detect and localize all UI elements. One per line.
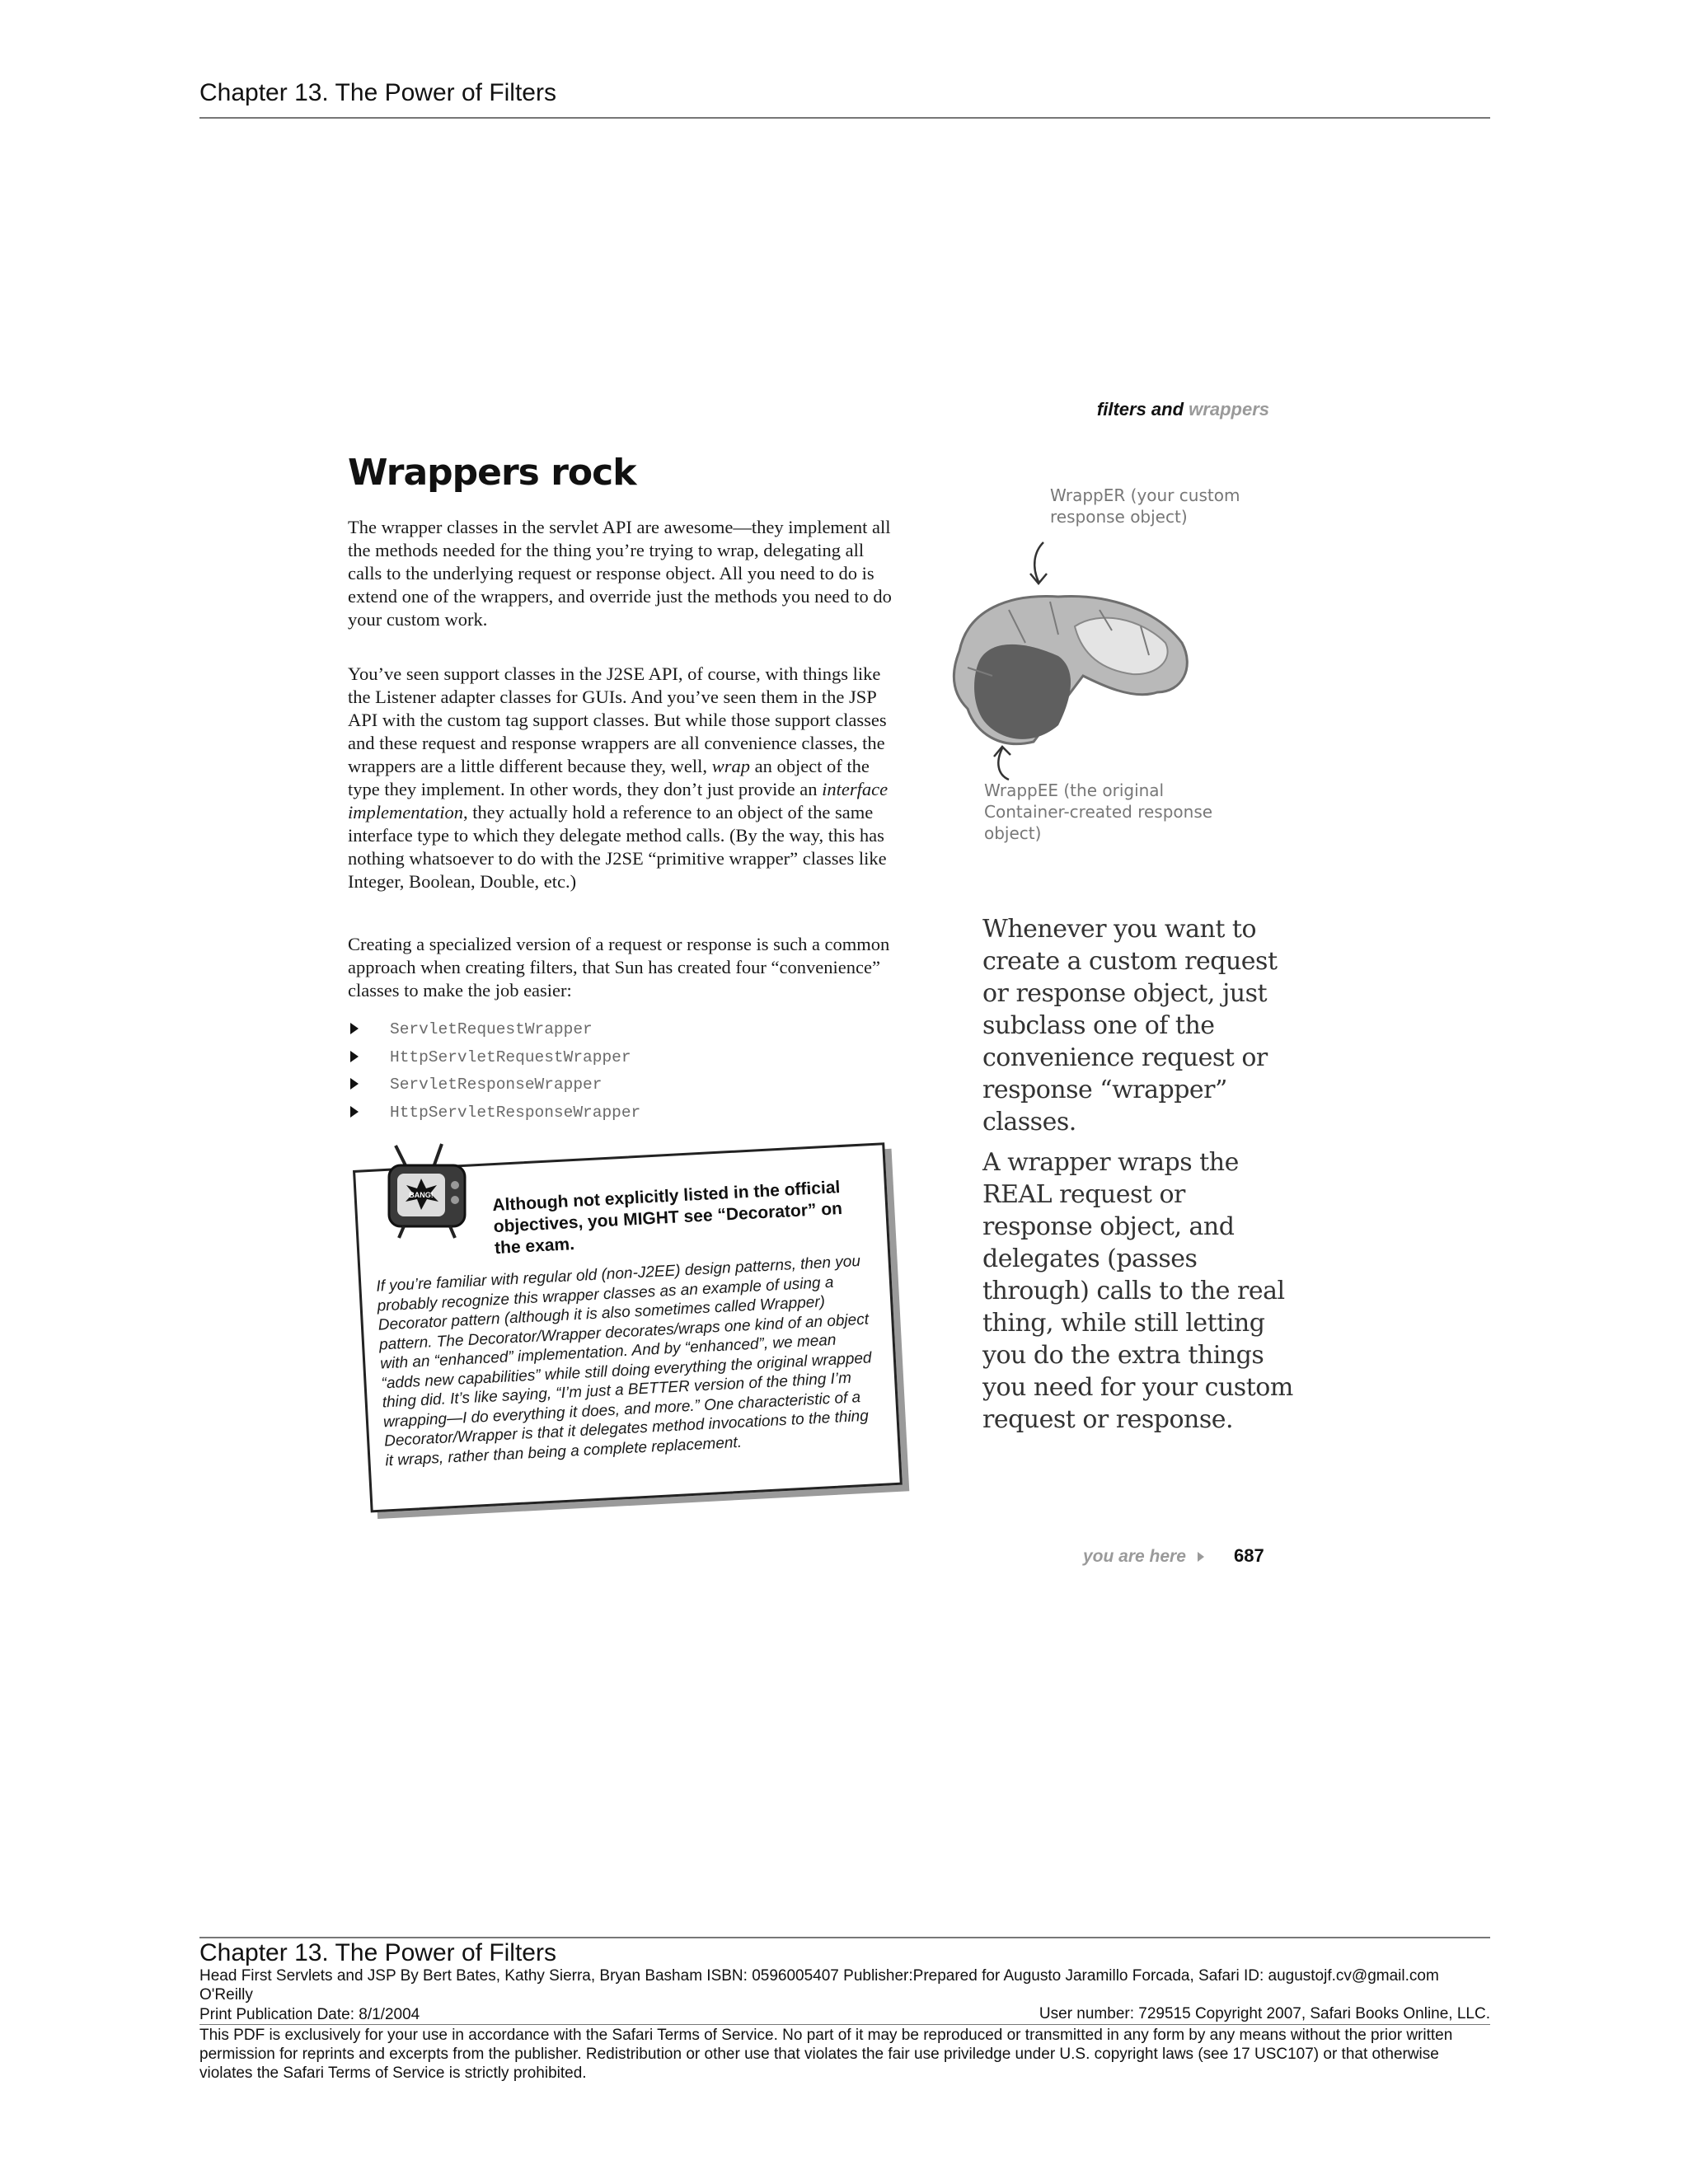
bullet-triangle-icon bbox=[350, 1078, 359, 1090]
footer-book-info: Head First Servlets and JSP By Bert Bates, Kathy Sierra, Bryan Basham ISBN: 0596005407 Publisher:Prepared for Augusto Jaramillo Forcada, Safari ID: augustojf.cv@gmail.com bbox=[199, 1967, 1439, 1985]
list-item bbox=[348, 1072, 640, 1100]
footer-rule-mid bbox=[199, 2024, 1490, 2025]
bullet-triangle-icon bbox=[350, 1106, 359, 1118]
header-rule bbox=[199, 117, 1490, 119]
you-are-here-arrow-icon bbox=[1198, 1552, 1204, 1562]
bullet-triangle-icon bbox=[350, 1023, 359, 1034]
section-tag bbox=[1097, 399, 1269, 420]
class-name: HttpServletResponseWrapper bbox=[390, 1103, 641, 1122]
foil-wrapped-object-image bbox=[935, 577, 1198, 750]
wrapper-annotation: WrappER (your custom response object) bbox=[1050, 485, 1240, 527]
p2-text-c: , they actually hold a reference to an object of the same interface type to which they delegate method calls. (By the way, this has nothing whatsoever to do with the J2SE “primitive wrapper” classes like Integer, Boolean, Double, etc.) bbox=[348, 802, 887, 892]
sidebar-note-2: A wrapper wraps the REAL request or response object, and delegates (passes through) calls to the real thing, while still letting you do the extra things you need for your custom request or response. bbox=[982, 1148, 1293, 1434]
tv-icon bbox=[384, 1142, 471, 1241]
footer-rule-top bbox=[199, 1937, 1490, 1938]
sidebar-note-1: Whenever you want to create a custom request or response object, just subclass one of the convenience request or response “wrapper” classes. bbox=[982, 915, 1278, 1137]
sidebar-note bbox=[982, 913, 1296, 1444]
section-tag-part2: wrappers bbox=[1189, 399, 1269, 419]
exam-tip-text: If you’re familiar with regular old (non-J2EE) design patterns, then you probably recognize this wrapper classes as an example of using a Decorator pattern (although it is also sometimes called Wrapper) pattern. The Decorator/Wrapper decorates/wraps one kind of an object with an “enhanced” implementation. And by “enhanced”, we mean “adds new capabilities” while still doing everything the original wrapped thing did. It’s like saying, “I’m just a BETTER version of the thing I’m wrapping—I do everything it does, and more.” One characteristic of a Decorator/Wrapper is that it delegates method invocations to the thing it wraps, rather than being a complete replacement. bbox=[375, 1252, 872, 1469]
list-item bbox=[348, 1017, 640, 1045]
tv-label: BANG! bbox=[409, 1191, 434, 1199]
class-name: ServletRequestWrapper bbox=[390, 1020, 593, 1038]
arrow-up-icon bbox=[987, 742, 1020, 783]
paragraph-convenience: Creating a specialized version of a request or response is such a common approach when creating filters, that Sun has created four “convenience” classes to make the job easier: bbox=[348, 934, 890, 1001]
wrapper-class-list bbox=[348, 1017, 640, 1127]
page-title: Wrappers rock bbox=[348, 452, 636, 494]
p2-interface-emphasis: interface implementation bbox=[348, 779, 889, 823]
you-are-here-label: you are here bbox=[1083, 1547, 1186, 1566]
wrappee-annotation: WrappEE (the original Container-created response object) bbox=[984, 780, 1213, 843]
footer-publisher: O'Reilly bbox=[199, 1986, 253, 2004]
class-name: HttpServletRequestWrapper bbox=[390, 1047, 631, 1066]
exam-tip-heading: Although not explicitly listed in the official objectives, you MIGHT see “Decorator” on the exam. bbox=[491, 1178, 843, 1258]
p2-wrap-emphasis: wrap bbox=[711, 756, 750, 776]
footer-publication-date: Print Publication Date: 8/1/2004 bbox=[199, 2006, 420, 2023]
page-number: 687 bbox=[1234, 1545, 1264, 1566]
p2-text-b: an object of the type they implement. In other words, they don’t just provide an bbox=[348, 756, 870, 799]
footer-chapter: Chapter 13. The Power of Filters bbox=[199, 1939, 556, 1966]
bullet-triangle-icon bbox=[350, 1051, 359, 1062]
list-item bbox=[348, 1045, 640, 1073]
paragraph-support-classes bbox=[348, 663, 892, 893]
paragraph-intro: The wrapper classes in the servlet API are awesome—they implement all the methods needed for the thing you’re trying to wrap, delegating all calls to the underlying request or response object. All you need to do is extend one of the wrappers, and override just the methods you need to do your custom work. bbox=[348, 517, 892, 630]
section-tag-part1: filters and bbox=[1096, 399, 1184, 419]
list-item bbox=[348, 1100, 640, 1128]
running-header: Chapter 13. The Power of Filters bbox=[199, 79, 556, 106]
p2-text-a: You’ve seen support classes in the J2SE API, of course, with things like the Listener adapter classes for GUIs. And you’ve seen them in the JSP API with the custom tag support classes. But while those support classes and these request and response wrappers are all convenience classes, the wrappers are a little different because they, well, bbox=[348, 663, 887, 776]
footer-user-number: User number: 729515 Copyright 2007, Safari Books Online, LLC. bbox=[1039, 2005, 1490, 2022]
footer-legal-notice: This PDF is exclusively for your use in accordance with the Safari Terms of Service. No part of it may be reproduced or transmitted in any form by any means without the prior written permission for reprints and excerpts from the publisher. Redistribution or other use that violates the fair use priviledge under U.S. copyright laws (see 17 USC107) or that otherwise violates the Safari Terms of Service is strictly prohibited. bbox=[199, 2027, 1453, 2082]
class-name: ServletResponseWrapper bbox=[390, 1076, 603, 1094]
